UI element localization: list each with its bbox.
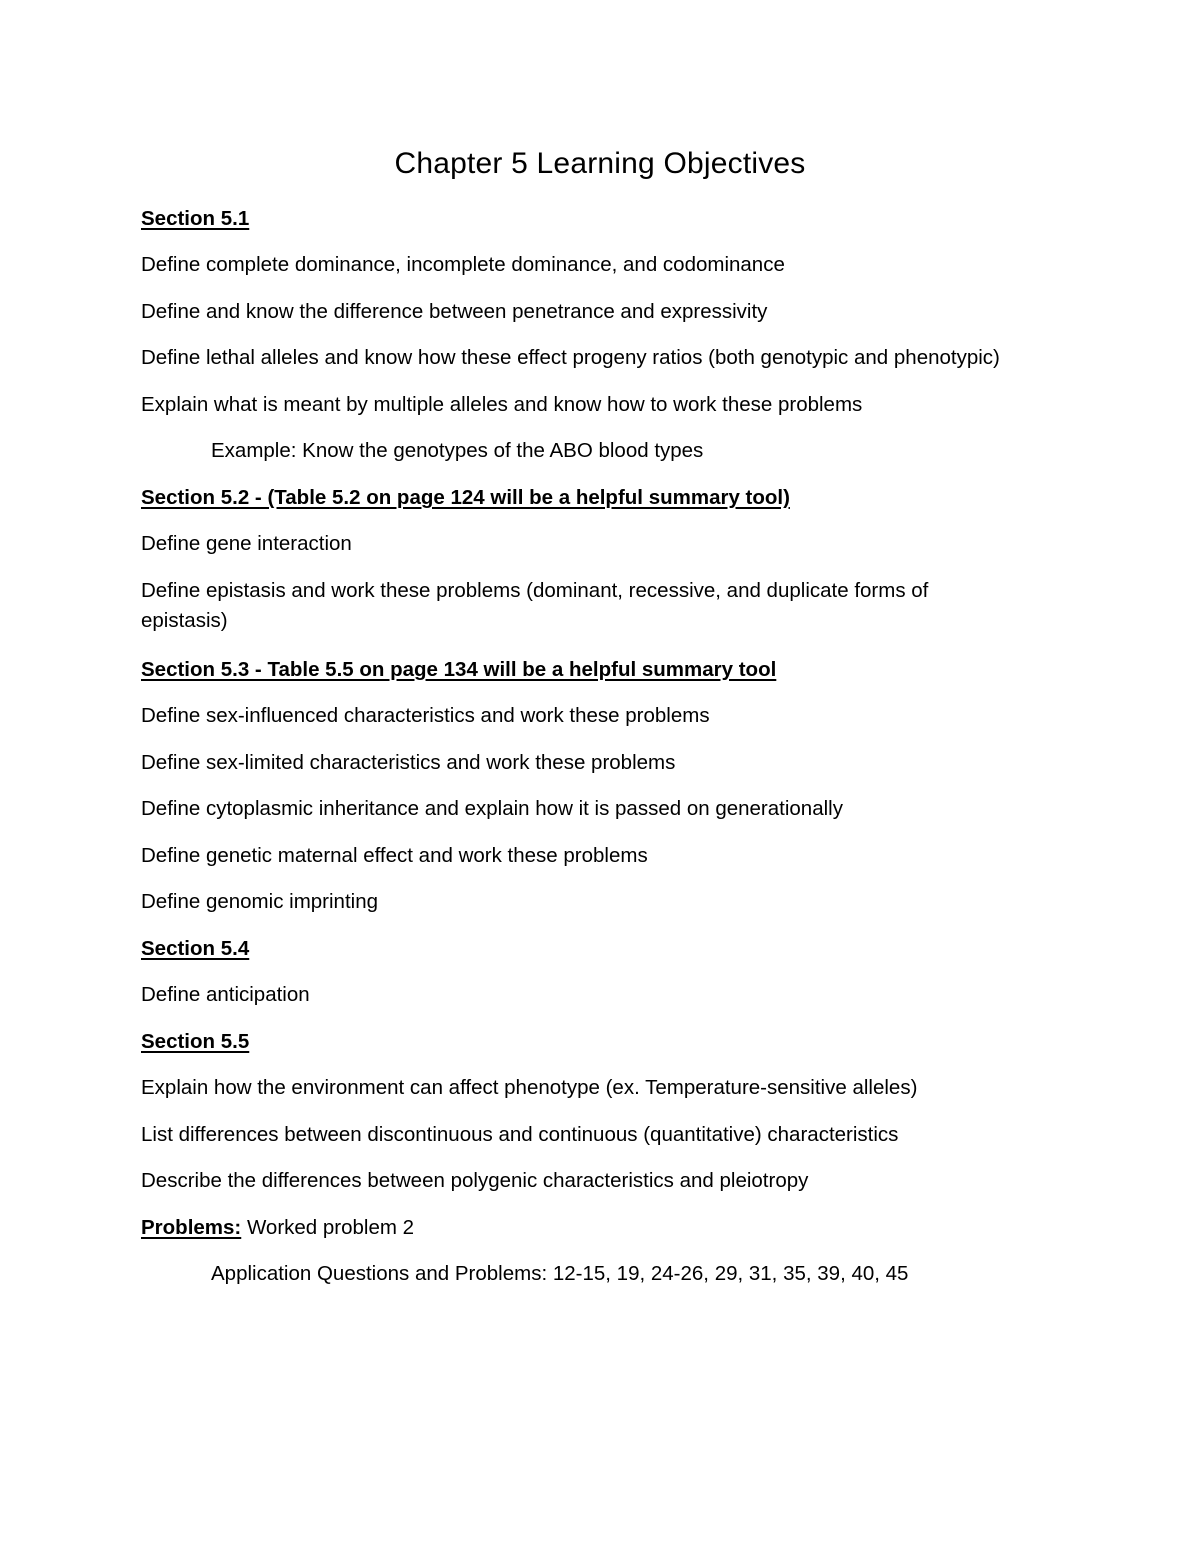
problems-line (141, 1213, 1101, 1243)
objective-item: Explain how the environment can affect phenotype (ex. Temperature-sensitive alleles) (141, 1076, 918, 1099)
objective-item: Define lethal alleles and know how these effect progeny ratios (both genotypic and phenotypic) (141, 346, 1000, 369)
section-heading-5-4: Section 5.4 (141, 937, 250, 960)
example-note: Example: Know the genotypes of the ABO blood types (211, 439, 704, 462)
objective-item: Define genetic maternal effect and work these problems (141, 844, 648, 867)
application-problems: Application Questions and Problems: 12-15, 19, 24-26, 29, 31, 35, 39, 40, 45 (211, 1262, 909, 1285)
objective-item: Define and know the difference between penetrance and expressivity (141, 300, 768, 323)
objective-item: Define complete dominance, incomplete dominance, and codominance (141, 253, 785, 276)
section-heading-5-3: Section 5.3 - Table 5.5 on page 134 will be a helpful summary tool (141, 658, 777, 681)
objective-item: Define genomic imprinting (141, 890, 379, 913)
objective-item: Define anticipation (141, 983, 310, 1006)
objective-item: Describe the differences between polygenic characteristics and pleiotropy (141, 1169, 809, 1192)
worked-problem-text: Worked problem 2 (241, 1216, 415, 1239)
objective-item: Define sex-limited characteristics and work these problems (141, 751, 676, 774)
objective-item: Define epistasis and work these problems (dominant, recessive, and duplicate forms of epistasis) (141, 579, 929, 632)
section-heading-5-5: Section 5.5 (141, 1030, 250, 1053)
page-title: Chapter 5 Learning Objectives (394, 147, 806, 180)
objective-item: Define cytoplasmic inheritance and explain how it is passed on generationally (141, 797, 843, 820)
problems-label: Problems: (141, 1216, 242, 1239)
section-heading-5-2: Section 5.2 - (Table 5.2 on page 124 will be a helpful summary tool) (141, 486, 790, 509)
objective-item: Explain what is meant by multiple alleles and know how to work these problems (141, 393, 863, 416)
section-heading-5-1: Section 5.1 (141, 207, 250, 230)
objective-item: Define gene interaction (141, 532, 352, 555)
objective-item: Define sex-influenced characteristics and work these problems (141, 704, 710, 727)
objective-item: List differences between discontinuous and continuous (quantitative) characteristics (141, 1123, 899, 1146)
